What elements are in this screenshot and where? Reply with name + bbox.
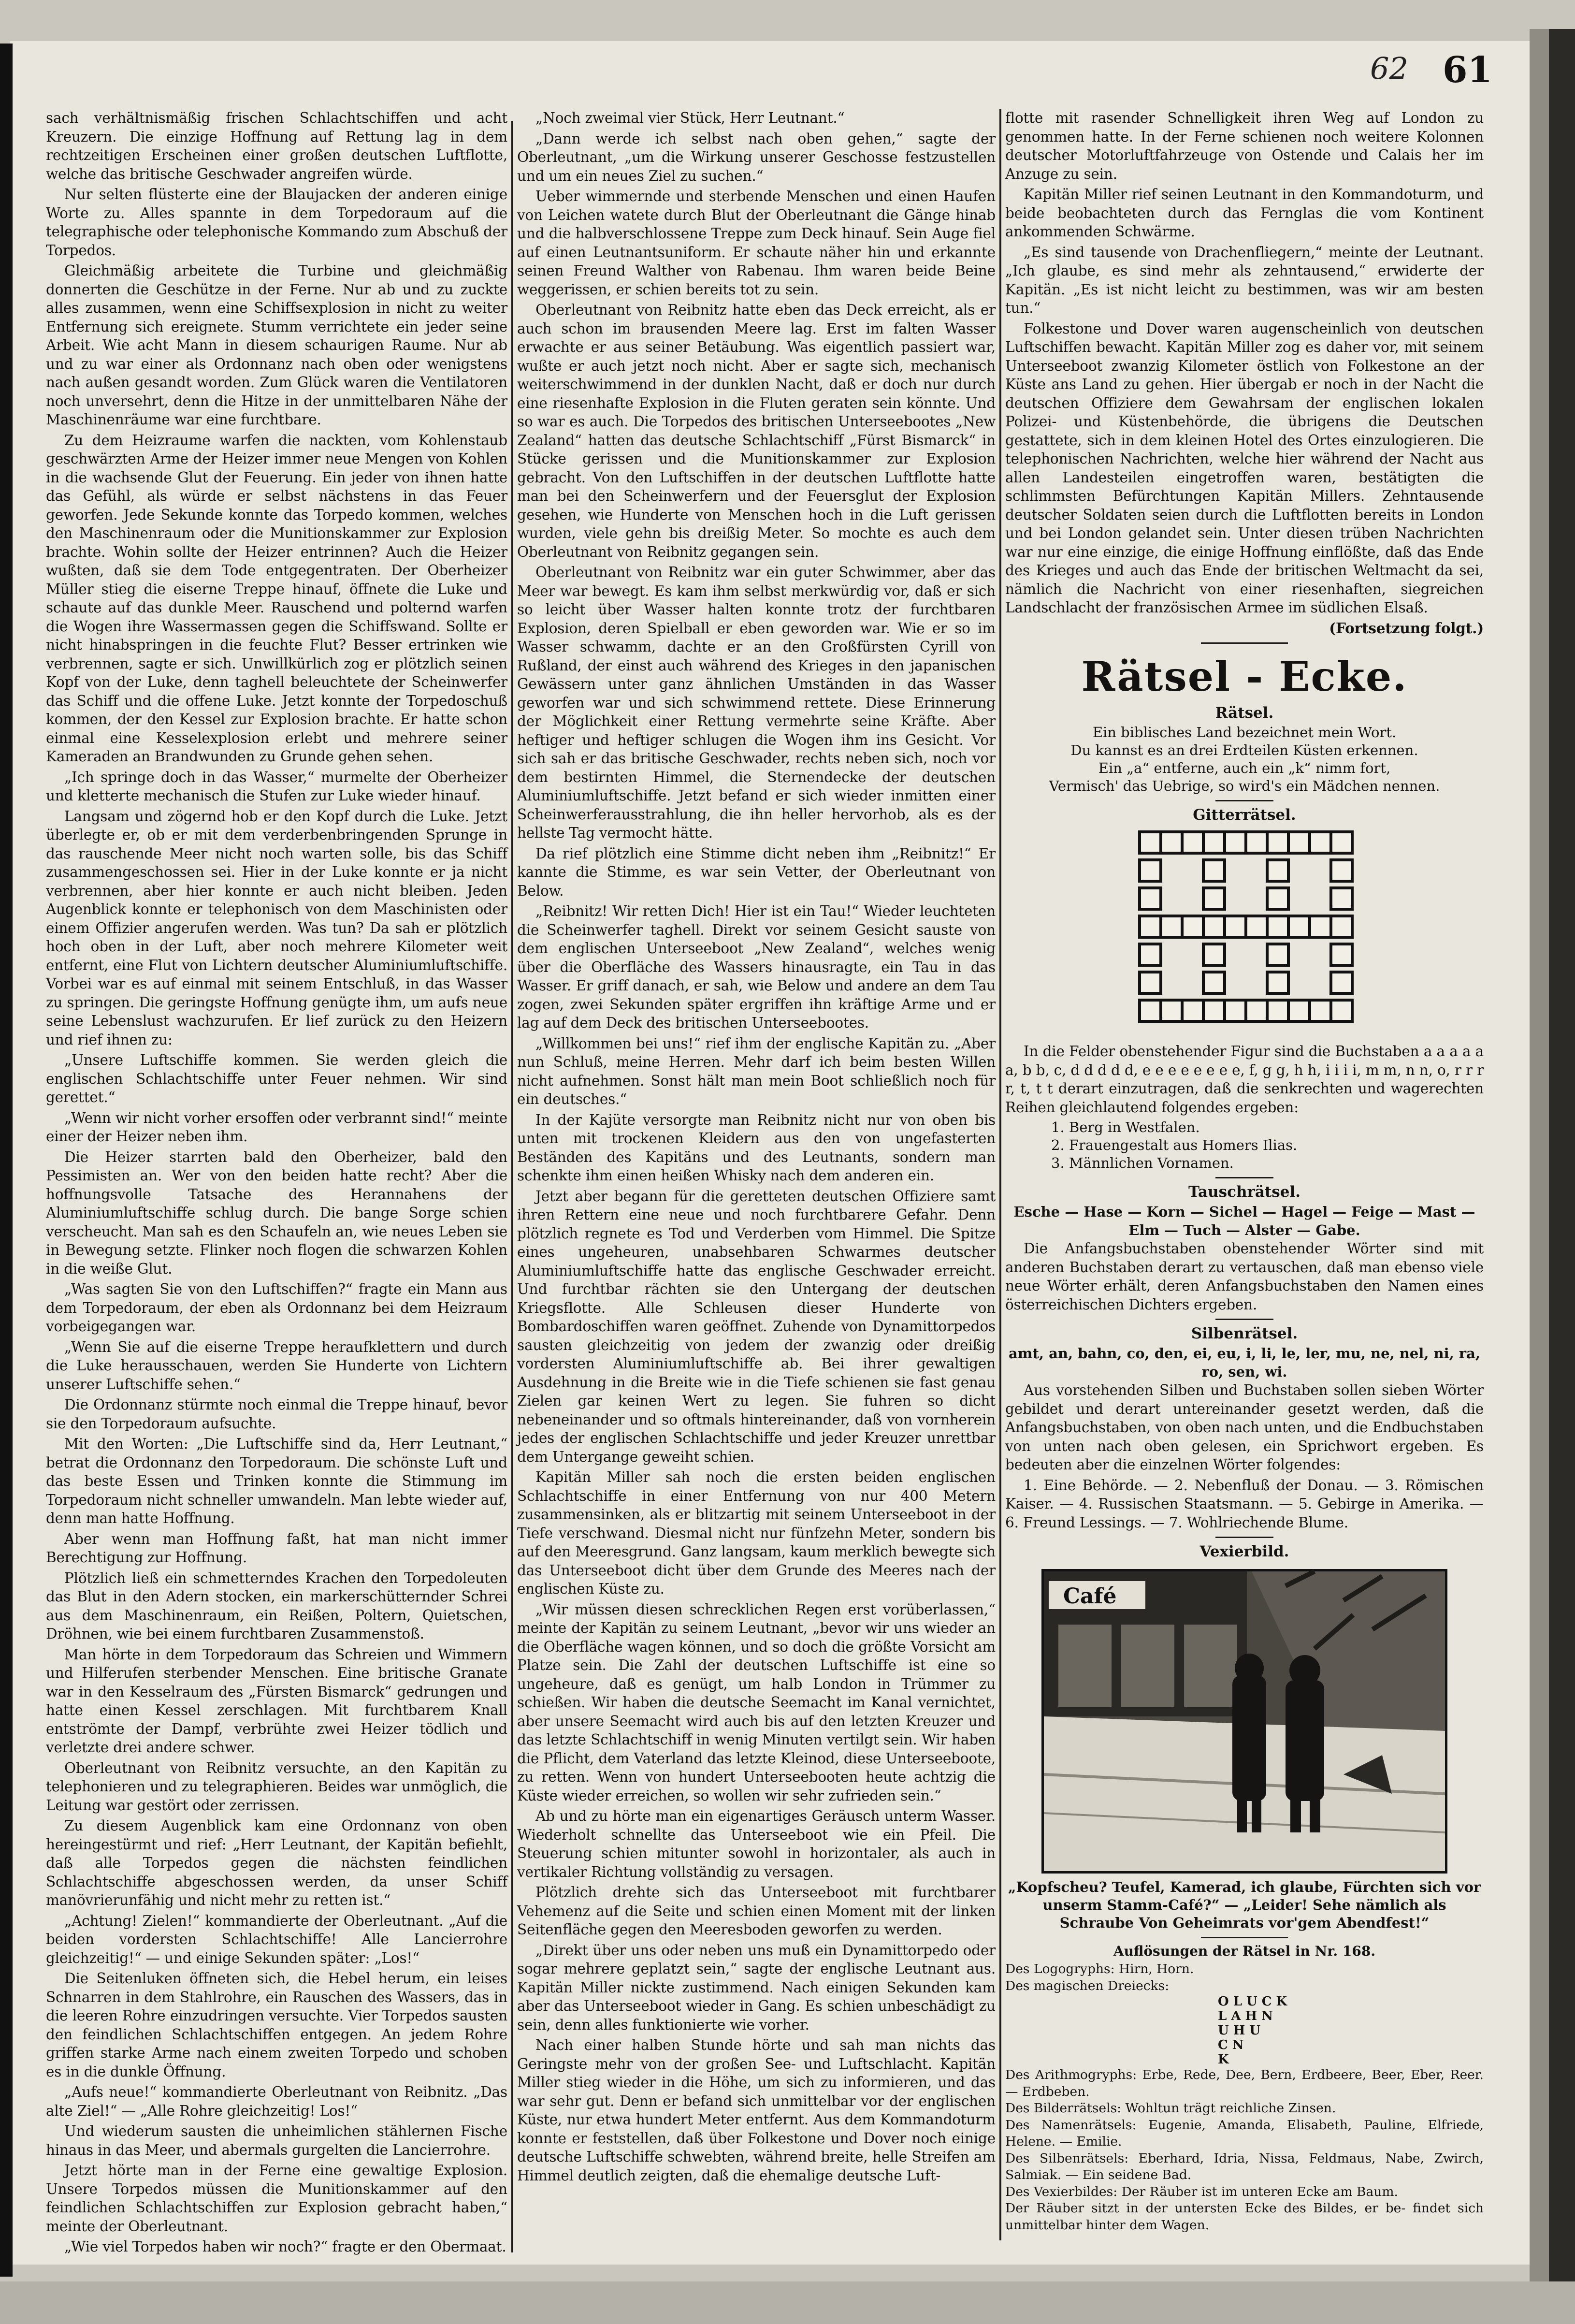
picture-puzzle-caption: „Kopfscheu? Teufel, Kamerad, ich glaube, Fürchten sich vor unserm Stamm-Café?“ — „Leider! Sehe nämlich als Schraube Von Geheimrats vor'gem Abendfest!“ xyxy=(1008,1879,1481,1931)
story-paragraph: „Achtung! Zielen!“ kommandierte der Oberleutnant. „Auf die beiden vordersten Schlachtschiffe! Alle Lancierrohre gleichzeitig!“ — und einige Sekunden später: „Los!“ xyxy=(46,1912,507,1966)
syllable-puzzle-clues: 1. Eine Behörde. — 2. Nebenfluß der Donau. — 3. Römischen Kaiser. — 4. Russischen Staatsmann. — 5. Gebirge in Amerika. — 6. Freund Lessings. — 7. Wohlriechende Blume. xyxy=(1005,1477,1484,1531)
grid-puzzle-cell xyxy=(1287,999,1311,1023)
exchange-puzzle-instructions: Die Anfangsbuchstaben obenstehender Wörter sind mit anderen Buchstaben derart zu vertauschen, daß man ebenso viele neue Wörter erhält, deren Anfangsbuchstaben den Namen eines österreichischen Dichters ergeben. xyxy=(1005,1240,1484,1313)
grid-puzzle-clue: 3. Männlichen Vornamen. xyxy=(1051,1155,1234,1171)
grid-puzzle-cell xyxy=(1202,999,1226,1023)
grid-puzzle-cell xyxy=(1244,830,1269,855)
grid-puzzle-cell xyxy=(1223,830,1247,855)
grid-puzzle-cell xyxy=(1329,943,1354,967)
picture-puzzle-heading: Vexierbild. xyxy=(1199,1543,1289,1560)
story-paragraph: Oberleutnant von Reibnitz war ein guter Schwimmer, aber das Meer war bewegt. Es kam ihm selbst merkwürdig vor, daß er sich so leicht über Wasser halten konnte trotz der furchtbaren Explosion, deren Spielball er eben geworden war. Wie er so im Wasser schwamm, dachte er an den Großfürsten Cyrill von Rußland, der einst auch während des Krieges in den japanischen Gewässern unter ganz ähnlichen Umständen in das Wasser geworfen war und sich schwimmend rettete. Diese Erinnerung der Möglichkeit einer Rettung vermehrte seine Kräfte. Aber heftiger und heftiger schlugen die Wogen ihm ins Gesicht. Vor sich sah er das britische Geschwader, rechts neben sich, noch vor dem bestirnten Himmel, die Sternendecke der deutschen Aluminiumluftschiffe. Jetzt befand er sich wieder inmitten einer Scheinwerferausstrahlung, die ihn heller hervorhob, als es der hellste Tag vermocht hätte. xyxy=(517,564,996,841)
grid-puzzle-cell xyxy=(1138,915,1162,939)
column-rule-1 xyxy=(511,121,513,2252)
grid-puzzle-cell xyxy=(1266,971,1290,995)
picture-puzzle-illustration xyxy=(1041,1569,1447,1874)
story-paragraph: Die Ordonnanz stürmte noch einmal die Treppe hinauf, bevor sie den Torpedoraum aufsuchte. xyxy=(46,1396,507,1432)
grid-puzzle-cell xyxy=(1138,830,1162,855)
grid-puzzle-cell xyxy=(1266,858,1290,883)
grid-puzzle-cell xyxy=(1308,999,1332,1023)
grid-puzzle-cell xyxy=(1159,915,1184,939)
section-divider xyxy=(1215,1537,1273,1538)
story-paragraph: Folkestone und Dover waren augenscheinlich von deutschen Luftschiffen bewacht. Kapitän Miller zog es daher vor, mit seinem Unterseeboot zwanzig Kilometer östlich von Folkestone an der Küste ans Land zu gehen. Hier übergab er noch in der Nacht die deutschen Offiziere dem Gewahrsam der englischen lokalen Polizei- und Küstenbehörde, die übrigens die Deutschen gestattete, sich in dem kleinen Hotel des Ortes einzulogieren. Die telephonischen Nachrichten, welche hier während der Nacht aus allen Landesteilen eingetroffen waren, bestätigten die schlimmsten Befürchtungen Kapitän Millers. Zehntausende deutscher Soldaten seien durch die Luftflotten bereits in London und bei London gelandet sein. Unter diesen trüben Nachrichten war nur eine einzige, die einige Hoffnung einflößte, daß das Ende des Krieges und auch das Ende der britischen Weltmacht da sei, nämlich die Nachricht von einer riesenhaften, siegreichen Landschlacht der französischen Armee im südlichen Elsaß. xyxy=(1005,320,1484,616)
magic-triangle-row: L A H N xyxy=(1218,2009,1273,2023)
story-paragraph: Zu dem Heizraume warfen die nackten, vom Kohlenstaub geschwärzten Arme der Heizer immer neue Mengen von Kohlen in die wachsende Glut der Feuerung. Ein jeder von ihnen hatte das Gefühl, als würde er selbst nächstens in das Feuer geworfen. Jede Sekunde konnte das Torpedo kommen, welches den Maschinenraum oder die Munitionskammer zur Explosion brachte. Wohin sollte der Heizer entrinnen? Auch die Heizer wußten, daß sie dem Tode entgegentraten. Der Oberheizer Müller stieg die eiserne Treppe hinauf, öffnete die Luke und schaute auf das dunkle Meer. Rauschend und polternd warfen die Wogen ihre Wassermassen gegen die Schiffswand. Sollte er nicht hinabspringen in die feuchte Flut? Besser ertrinken wie verbrennen, sagte er sich. Unwillkürlich zog er plötzlich seinen Kopf von der Luke, denn taghell beleuchtete der Scheinwerfer das Schiff und die offene Luke. Jetzt konnte der Torpedoschuß kommen, der den Kessel zur Explosion brachte. Er hatte schon einmal eine Kesselexplosion erlebt und mehrere seiner Kameraden an Brandwunden zu Grunde gehen sehen. xyxy=(46,432,507,765)
magic-triangle-row: U H U xyxy=(1218,2023,1261,2038)
grid-puzzle-cell xyxy=(1202,971,1226,995)
riddle-line: Ein „a“ entferne, auch ein „k“ nimm fort, xyxy=(1098,760,1391,776)
grid-puzzle-cell xyxy=(1266,886,1290,911)
story-paragraph: „Willkommen bei uns!“ rief ihm der englische Kapitän zu. „Aber nun Schluß, meine Herren. Mehr darf ich beim besten Willen nicht aufnehmen. Sonst hält man mein Boot schließlich noch für ein deutsches.“ xyxy=(517,1035,996,1107)
grid-puzzle-instructions: In die Felder obenstehender Figur sind die Buchstaben a a a a a a, b b, c, d d d d d, e e e e e e e e, f, g g, h h, i i i i, m m, n n, o, r r r r, t, t t derart einzutragen, daß die senkrechten und wagerechten Reihen gleichlautend folgendes ergeben: xyxy=(1005,1043,1484,1116)
story-paragraph: „Wie viel Torpedos haben wir noch?“ fragte er den Obermaat. xyxy=(64,2238,506,2255)
grid-puzzle-cell xyxy=(1223,999,1247,1023)
solution-line: Des Bilderrätsels: Wohltun trägt reichliche Zinsen. xyxy=(1005,2101,1336,2116)
story-paragraph: Ueber wimmernde und sterbende Menschen und einen Haufen von Leichen watete durch Blut der Oberleutnant die Gänge hinab und die halbverschlossene Treppe zum Deck hinauf. Sein Auge fiel auf einen Leutnantsuniform. Er schaute näher hin und erkannte seinen Freund Walther von Rabenau. Ihm waren beide Beine weggerissen, er schien bereits tot zu sein. xyxy=(517,188,996,298)
grid-puzzle-cell xyxy=(1329,858,1354,883)
grid-puzzle-cell xyxy=(1138,886,1162,911)
riddle-line: Ein biblisches Land bezeichnet mein Wort. xyxy=(1092,724,1397,741)
story-paragraph: Die Heizer starrten bald den Oberheizer, bald den Pessimisten an. Wer von den beiden hatte recht? Aber die hoffnungsvolle Tatsache des Herannahens der Aluminiumluftschiffe schlug durch. Die bange Sorge schien verscheucht. Man sah es den Schaufeln an, wie neues Leben sie in Bewegung setzte. Flinker noch flogen die schwarzen Kohlen in die weiße Glut. xyxy=(46,1148,507,1277)
grid-puzzle-cell xyxy=(1266,915,1290,939)
story-paragraph: „Was sagten Sie von den Luftschiffen?“ fragte ein Mann aus dem Torpedoraum, der eben als Ordonnanz bei dem Heizraum vorbeigegangen war. xyxy=(46,1281,507,1335)
story-paragraph: „Wir müssen diesen schrecklichen Regen erst vorüberlassen,“ meinte der Kapitän zu seinem Leutnant, „bevor wir uns wieder an die Oberfläche wagen können, und so doch die größte Vorsicht am Platze sein. Die Zahl der deutschen Luftschiffe ist eine so ungeheure, daß es genügt, um halb London in Trümmer zu schießen. Wir haben die deutsche Seemacht im Kanal vernichtet, aber unsere Seemacht wird auch bis auf den letzten Kreuzer und das letzte Schlachtschiff in wenig Minuten vertilgt sein. Wir haben die Pflicht, dem Vaterland das letzte Kleinod, diese Unterseeboote, zu retten. Wenn von hundert Unterseebooten heute achtzig die Küste wieder erreichen, so wollen wir sehr zufrieden sein.“ xyxy=(517,1601,996,1804)
solution-line: Des Arithmogryphs: Erbe, Rede, Dee, Bern, Erdbeere, Beer, Eber, Reer. — Erdbeben. xyxy=(1005,2067,1484,2099)
printed-page-number: 61 xyxy=(1443,49,1492,91)
story-paragraph: Nach einer halben Stunde hörte und sah man nichts das Geringste mehr von der großen See- und Luftschlacht. Kapitän Miller stieg wieder in die Höhe, um sich zu informieren, und das war sehr gut. Denn er befand sich unmittelbar vor der englischen Küste, nur etwa hundert Meter entfernt. Aus dem Kommandoturm konnte er feststellen, daß über Folkestone und Dover noch einige deutsche Luftschiffe schwebten, während breite, helle Streifen am Himmel deutlich zeigten, daß die ehemalige deutsche Luft- xyxy=(517,2037,996,2184)
story-paragraph: sach verhältnismäßig frischen Schlachtschiffen und acht Kreuzern. Die einzige Hoffnung auf Rettung lag in dem rechtzeitigen Erscheinen einer großen deutschen Luftflotte, welche das britische Geschwader angreifen würde. xyxy=(46,110,507,182)
syllable-puzzle-instructions: Aus vorstehenden Silben und Buchstaben sollen sieben Wörter gebildet und derart untereinander gesetzt werden, daß die Anfangsbuchstaben, von oben nach unten, und die Endbuchstaben von unten nach oben gelesen, ein Sprichwort ergeben. Es bedeuten aber die einzelnen Wörter folgendes: xyxy=(1005,1382,1484,1473)
story-paragraph: Plötzlich drehte sich das Unterseeboot mit furchtbarer Vehemenz auf die Seite und schien einen Moment mit der linken Seitenfläche gegen den Meeresboden geworfen zu werden. xyxy=(517,1884,996,1938)
story-paragraph: Aber wenn man Hoffnung faßt, hat man nicht immer Berechtigung zur Hoffnung. xyxy=(46,1530,507,1566)
grid-puzzle-cell xyxy=(1287,830,1311,855)
column-rule-2 xyxy=(999,109,1001,2240)
solutions-heading: Auflösungen der Rätsel in Nr. 168. xyxy=(1113,1943,1376,1959)
grid-puzzle-cell xyxy=(1308,915,1332,939)
riddle-heading: Rätsel. xyxy=(1215,704,1274,722)
grid-puzzle-cell xyxy=(1244,915,1269,939)
story-paragraph: „Dann werde ich selbst nach oben gehen,“ sagte der Oberleutnant, „um die Wirkung unserer Geschosse festzustellen und um ein neues Ziel zu suchen.“ xyxy=(517,130,996,184)
story-paragraph: „Wenn Sie auf die eiserne Treppe heraufklettern und durch die Luke herausschauen, werden Sie Hunderte von Lichtern unserer Luftschiffe sehen.“ xyxy=(46,1338,507,1393)
grid-puzzle-cell xyxy=(1202,830,1226,855)
story-paragraph: „Es sind tausende von Drachenfliegern,“ meinte der Leutnant. „Ich glaube, es sind mehr als zehntausend,“ erwiderte der Kapitän. „Es ist nicht leicht zu bestimmen, was wir am besten tun.“ xyxy=(1005,244,1484,316)
story-paragraph: Oberleutnant von Reibnitz hatte eben das Deck erreicht, als er auch schon im brausenden Meere lag. Erst im falten Wasser erwachte er aus seiner Betäubung. Was eigentlich passiert war, wußte er auch jetzt noch nicht. Aber er sagte sich, mechanisch weiterschwimmend in der dunklen Nacht, daß er doch nur durch eine riesenhafte Explosion in die Fluten geraten sein könnte. Und so war es auch. Die Torpedos des britischen Unterseebootes „New Zealand“ hatten das deutsche Schlachtschiff „Fürst Bismarck“ in Stücke gerissen und die Munitionskammer zur Explosion gebracht. Von den Luftschiffen in der deutschen Luftflotte hatte man bei den Scheinwerfern und der Feuersglut der Explosion gesehen, wie Hunderte von Menschen hoch in die Luft gerissen wurden, viele gehn bis dreißig Meter. So mochte es auch dem Oberleutnant von Reibnitz gegangen sein. xyxy=(517,302,996,560)
story-paragraph: Plötzlich ließ ein schmetterndes Krachen den Torpedoleuten das Blut in den Adern stocken, ein markerschütternder Schrei aus dem Maschinenraum, ein Reißen, Poltern, Quietschen, Dröhnen, wie bei einem furchtbaren Zusammenstoß. xyxy=(46,1569,507,1642)
grid-puzzle-cell xyxy=(1181,915,1205,939)
story-paragraph: „Reibnitz! Wir retten Dich! Hier ist ein Tau!“ Wieder leuchteten die Scheinwerfer taghell. Direkt vor seinem Gesicht sauste von dem englischen Unterseeboot „New Zealand“, welches wenig über die Oberfläche des Wassers hinausragte, ein Tau in das Wasser. Er griff danach, er sah, wie Below und andere an dem Tau zogen, zwei Sekunden später ergriffen ihn kräftige Arme und er lag auf dem Deck des britischen Unterseebootes. xyxy=(517,903,996,1031)
grid-puzzle-cell xyxy=(1138,943,1162,967)
grid-puzzle-cell xyxy=(1138,999,1162,1023)
exchange-puzzle-heading: Tauschrätsel. xyxy=(1188,1183,1301,1201)
story-paragraph: Mit den Worten: „Die Luftschiffe sind da, Herr Leutnant,“ betrat die Ordonnanz den Torpedoraum. Die schönste Luft und das beste Essen und Trinken konnte die Stimmung im Torpedoraum nicht schneller umwandeln. Man lebte wieder auf, denn man hatte Hoffnung. xyxy=(46,1436,507,1526)
riddle-line: Du kannst es an drei Erdteilen Küsten erkennen. xyxy=(1070,742,1418,758)
grid-puzzle-cell xyxy=(1159,830,1184,855)
grid-puzzle-cell xyxy=(1138,858,1162,883)
story-paragraph: „Noch zweimal vier Stück, Herr Leutnant.“ xyxy=(535,110,845,126)
story-paragraph: Oberleutnant von Reibnitz versuchte, an den Kapitän zu telephonieren und zu telegraphieren. Beides war unmöglich, die Leitung war gestört oder zerrissen. xyxy=(46,1759,507,1814)
solution-line: Des Silbenrätsels: Eberhard, Idria, Nissa, Feldmaus, Nabe, Zwirch, Salmiak. — Ein seidene Bad. xyxy=(1005,2150,1484,2182)
story-paragraph: Zu diesem Augenblick kam eine Ordonnanz von oben hereingestürmt und rief: „Herr Leutnant, der Kapitän befiehlt, daß alle Torpedos gegen die nächsten feindlichen Schlachtschiffe abgeschossen werden, da unser Schiff manövrierunfähig und nicht mehr zu retten ist.“ xyxy=(46,1817,507,1908)
grid-puzzle-cell xyxy=(1202,858,1226,883)
section-divider xyxy=(1215,1177,1273,1178)
story-paragraph: Und wiederum sausten die unheimlichen stählernen Fische hinaus in das Meer, und abermals gurgelten die Lancierrohre. xyxy=(46,2123,507,2158)
grid-puzzle-cell xyxy=(1181,999,1205,1023)
story-paragraph: Langsam und zögernd hob er den Kopf durch die Luke. Jetzt überlegte er, ob er mit dem verderbenbringenden Sprunge in das rauschende Meer nicht noch warten solle, bis das Schiff zusammengeschossen sei. Hier in der Luke konnte er ja nicht verbrennen, aber hier konnte er auch nicht bleiben. Jeden Augenblick konnte er telephonisch von dem Maschinisten oder einem Offizier angerufen werden. Was tun? Da sah er plötzlich hoch oben in der Luft, aber noch mehrere Kilometer weit entfernt, eine Flut von Lichtern deutscher Aluminiumluftschiffe. Vorbei war es auf einmal mit seinem Entschluß, in das Wasser zu springen. Die geringste Hoffnung genügte ihm, um aufs neue seine Lebenslust wachzurufen. Er lief zurück zu den Heizern und rief ihnen zu: xyxy=(46,808,507,1048)
solution-line: Des Logogryphs: Hirn, Horn. xyxy=(1005,1961,1194,1976)
magic-triangle-row: K xyxy=(1218,2052,1229,2067)
story-paragraph: Kapitän Miller rief seinen Leutnant in den Kommandoturm, und beide beobachteten durch das Fernglas die vom Kontinent ankommenden Schwärme. xyxy=(1005,186,1484,240)
grid-puzzle-cell xyxy=(1159,999,1184,1023)
story-paragraph: „Unsere Luftschiffe kommen. Sie werden gleich die englischen Schlachtschiffe unter Feuer nehmen. Wir sind gerettet.“ xyxy=(46,1052,507,1105)
story-paragraph: Kapitän Miller sah noch die ersten beiden englischen Schlachtschiffe in einer Entfernung von nur 400 Metern zusammensinken, als er blitzartig mit seinem Unterseeboot in der Tiefe verschwand. Diesmal nicht nur fünfzehn Meter, sondern bis auf den Meeresgrund. Ganz langsam, kaum merklich bewegte sich das Unterseeboot dicht über dem Grunde des Meeres nach der englischen Küste zu. xyxy=(517,1469,996,1597)
section-divider xyxy=(1201,1937,1288,1938)
syllable-puzzle-syllables: amt, an, bahn, co, den, ei, eu, i, li, le, ler, mu, ne, nel, ni, ra, ro, sen, wi. xyxy=(1009,1345,1480,1380)
story-paragraph: „Wenn wir nicht vorher ersoffen oder verbrannt sind!“ meinte einer der Heizer neben ihm. xyxy=(46,1109,507,1145)
grid-puzzle-cell xyxy=(1266,830,1290,855)
exchange-puzzle-words: Esche — Hase — Korn — Sichel — Hagel — Feige — Mast — Elm — Tuch — Alster — Gabe. xyxy=(1013,1204,1475,1238)
scan-bottom-edge xyxy=(0,2281,1575,2324)
story-paragraph: „Aufs neue!“ kommandierte Oberleutnant von Reibnitz. „Das alte Ziel!“ — „Alle Rohre gleichzeitig! Los!“ xyxy=(46,2084,507,2119)
syllable-puzzle-heading: Silbenrätsel. xyxy=(1191,1325,1298,1342)
scan-left-edge xyxy=(0,44,13,2277)
story-paragraph: Gleichmäßig arbeitete die Turbine und gleichmäßig donnerten die Geschütze in der Ferne. Nur ab und zu zuckte alles zusammen, wenn eine Schiffsexplosion in nicht zu weiter Entfernung sich ereignete. Stumm verrichtete ein jeder seine Arbeit. Wie acht Mann in diesem schaurigen Raume. Nur ab und zu war einer als Ordonnanz nach oben oder wenigstens nach außen gesandt worden. Zum Glück waren die Ventilatoren noch unversehrt, denn die Hitze in der unmittelbaren Nähe der Maschinenräume war eine furchtbare. xyxy=(46,262,507,428)
story-paragraph: Jetzt aber begann für die geretteten deutschen Offiziere samt ihren Rettern eine neue und noch furchtbarere Gefahr. Denn plötzlich regnete es Tod und Verderben vom Himmel. Die Spitze eines ungeheuren, unabsehbaren Schwarmes deutscher Aluminiumluftschiffe hatte das englische Geschwader erreicht. Und furchtbar rächten sie den Untergang der deutschen Kriegsflotte. Alle Schleusen dieser Hunderte von Bombardoschiffen waren geöffnet. Zuhende von Dynamittorpedos sausten gleichzeitig von jedem der zwanzig oder dreißig vordersten Aluminiumluftschiffe ab. Bei ihrer gewaltigen Ausdehnung in die Breite wie in die Tiefe schienen sie fast genau Zielen gar keinen Wert zu legen. Sie fuhren so dicht nebeneinander und so oftmals hintereinander, daß von vornherein jedes der englischen Schlachtschiffe und jeder Kreuzer unrettbar dem Untergange geweiht schien. xyxy=(517,1188,996,1465)
grid-puzzle-figure xyxy=(1138,830,1351,1033)
grid-puzzle-heading: Gitterrätsel. xyxy=(1193,806,1296,824)
solution-line: Der Räuber sitzt in der untersten Ecke des Bildes, er be- findet sich unmittelbar hinter dem Wagen. xyxy=(1005,2201,1484,2233)
grid-puzzle-cell xyxy=(1202,915,1226,939)
grid-puzzle-cell xyxy=(1329,999,1354,1023)
grid-puzzle-cell xyxy=(1266,943,1290,967)
section-divider xyxy=(1201,642,1288,644)
grid-puzzle-cell xyxy=(1266,999,1290,1023)
scan-binding-shadow xyxy=(1549,29,1575,2324)
section-divider xyxy=(1215,800,1273,801)
grid-puzzle-cell xyxy=(1329,971,1354,995)
story-paragraph: Ab und zu hörte man ein eigenartiges Geräusch unterm Wasser. Wiederholt schnellte das Unterseeboot wie ein Pfeil. Die Steuerung schien mitunter sowohl in horizontaler, als auch in vertikaler Richtung vollständig zu versagen. xyxy=(517,1808,996,1880)
continuation-note: (Fortsetzung folgt.) xyxy=(1329,619,1484,637)
puzzle-corner-title: Rätsel - Ecke. xyxy=(1081,653,1408,700)
grid-puzzle-cell xyxy=(1329,915,1354,939)
section-divider xyxy=(1215,1319,1273,1320)
story-paragraph: Da rief plötzlich eine Stimme dicht neben ihm „Reibnitz!“ Er kannte die Stimme, es war sein Vetter, der Oberleutnant von Below. xyxy=(517,845,996,899)
grid-puzzle-cell xyxy=(1244,999,1269,1023)
column-3 xyxy=(1005,109,1484,2243)
solution-line: Des Vexierbildes: Der Räuber ist im unteren Ecke am Baum. xyxy=(1005,2184,1398,2199)
street-scene-illustration xyxy=(1044,1571,1445,1871)
grid-puzzle-cell xyxy=(1223,915,1247,939)
grid-puzzle-clue: 1. Berg in Westfalen. xyxy=(1051,1119,1200,1135)
story-paragraph: Man hörte in dem Torpedoraum das Schreien und Wimmern und Hilferufen sterbender Menschen. Eine britische Granate war in den Kesselraum des „Fürsten Bismarck“ gedrungen und hatte einen Kessel zerschlagen. Mit furchtbarem Knall entströmte der Dampf, verbrühte zwei Heizer tödlich und verletzte drei andere schwer. xyxy=(46,1646,507,1756)
grid-puzzle-cell xyxy=(1308,830,1332,855)
magic-triangle-row: O L U C K xyxy=(1218,1994,1287,2009)
story-paragraph: Die Seitenluken öffneten sich, die Hebel herum, ein leises Schnarren in dem Stahlrohre, ein Rauschen des Wassers, das in die leeren Rohre einzudringen versuchte. Vier Torpedos sausten den feindlichen Schlachtschiffen entgegen. An jedem Rohre griffen starke Arme nach einem zweiten Torpedo und schoben es in die dunkle Öffnung. xyxy=(46,1970,507,2080)
story-paragraph: flotte mit rasender Schnelligkeit ihren Weg auf London zu genommen hatte. In der Ferne schienen noch weitere Kolonnen deutscher Motorluftfahrzeuge von Ostende und Calais her im Anzuge zu sein. xyxy=(1005,110,1484,182)
grid-puzzle-cell xyxy=(1287,915,1311,939)
story-column-1 xyxy=(46,109,507,2255)
grid-puzzle-cell xyxy=(1202,886,1226,911)
story-paragraph: „Direkt über uns oder neben uns muß ein Dynamittorpedo oder sogar mehrere geplatzt sein,“ sagte der englische Leutnant aus. Kapitän Miller nickte zustimmend. Nach einigen Sekunden kam aber das Unterseeboot wieder in Gang. Es schien unbeschädigt zu sein, denn alles funktionierte wie vorher. xyxy=(517,1942,996,2033)
handwritten-page-number: 62 xyxy=(1370,51,1408,86)
grid-puzzle-cell xyxy=(1329,886,1354,911)
solution-line: Des Namenrätsels: Eugenie, Amanda, Elisabeth, Pauline, Elfriede, Helene. — Emilie. xyxy=(1005,2117,1484,2149)
grid-puzzle-cell xyxy=(1202,943,1226,967)
magic-triangle-row: C N xyxy=(1218,2038,1244,2052)
story-column-2 xyxy=(517,109,996,2240)
magic-triangle-solution xyxy=(1218,1994,1484,2067)
grid-puzzle-clue: 2. Frauengestalt aus Homers Ilias. xyxy=(1051,1137,1298,1153)
story-paragraph: „Ich springe doch in das Wasser,“ murmelte der Oberheizer und kletterte mechanisch die Stufen zur Luke wieder hinauf. xyxy=(46,769,507,804)
grid-puzzle-cell xyxy=(1181,830,1205,855)
story-paragraph: Nur selten flüsterte eine der Blaujacken der anderen einige Worte zu. Alles spannte in dem Torpedoraum auf die telegraphische oder telephonische Kommando zum Abschuß der Torpedos. xyxy=(46,186,507,259)
story-paragraph: Jetzt hörte man in der Ferne eine gewaltige Explosion. Unsere Torpedos müssen die Munitionskammer auf den feindlichen Schlachtschiffen zur Explosion gebracht haben,“ meinte der Oberleutnant. xyxy=(46,2162,507,2235)
grid-puzzle-cell xyxy=(1138,971,1162,995)
riddle-line: Vermisch' das Uebrige, so wird's ein Mädchen nennen. xyxy=(1049,778,1440,794)
story-paragraph: In der Kajüte versorgte man Reibnitz nicht nur von oben bis unten mit trockenen Kleidern aus den von ungefasterten Beständen des Kapitäns und des Leutnants, sondern man schenkte ihm einen heißen Whisky nach dem anderen ein. xyxy=(517,1111,996,1184)
solution-line: Des magischen Dreiecks: xyxy=(1005,1978,1170,1993)
grid-puzzle-cell xyxy=(1329,830,1354,855)
cafe-sign: Café xyxy=(1063,1584,1117,1609)
